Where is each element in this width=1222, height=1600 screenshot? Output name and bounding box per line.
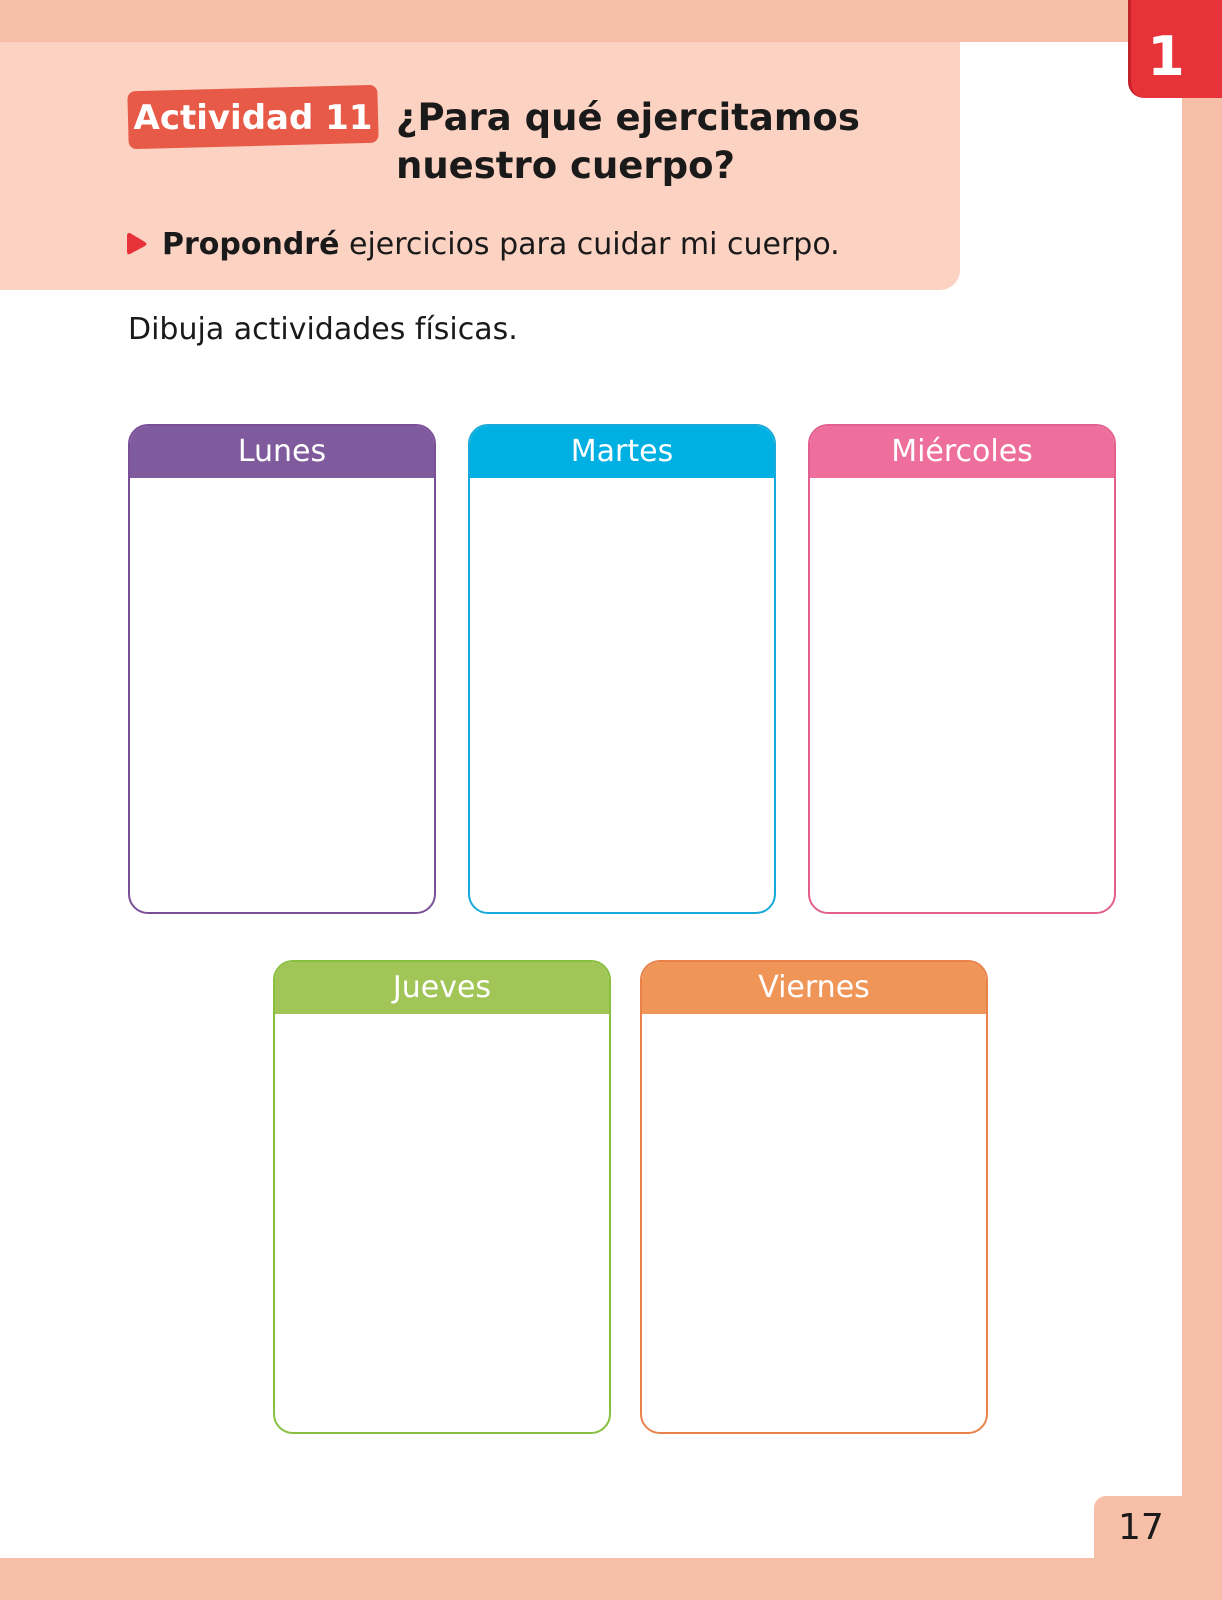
objective-row: [126, 222, 840, 266]
objective-bold: Propondré: [162, 226, 340, 262]
activity-label: Actividad 11: [133, 98, 373, 138]
drawing-area-viernes[interactable]: [642, 1014, 986, 1432]
day-box-miercoles: [808, 424, 1116, 914]
day-header-lunes: Lunes: [130, 426, 434, 478]
day-box-viernes: [640, 960, 988, 1434]
unit-number: 1: [1147, 25, 1185, 88]
day-box-martes: [468, 424, 776, 914]
drawing-area-miercoles[interactable]: [810, 478, 1114, 912]
arrow-bullet-icon: [126, 231, 148, 257]
objective-rest: ejercicios para cuidar mi cuerpo.: [339, 226, 840, 262]
drawing-area-jueves[interactable]: [275, 1014, 609, 1432]
instruction-text: Dibuja actividades físicas.: [128, 312, 518, 347]
page-title: ¿Para qué ejercitamos nuestro cuerpo?: [396, 96, 860, 187]
bottom-frame-band: [0, 1558, 1222, 1600]
objective-text: [162, 227, 840, 262]
drawing-area-martes[interactable]: [470, 478, 774, 912]
day-box-lunes: [128, 424, 436, 914]
day-header-viernes: Viernes: [642, 962, 986, 1014]
day-header-martes: Martes: [470, 426, 774, 478]
day-box-jueves: [273, 960, 611, 1434]
page-number: 17: [1118, 1507, 1164, 1548]
drawing-area-lunes[interactable]: [130, 478, 434, 912]
day-header-jueves: Jueves: [275, 962, 609, 1014]
unit-tab: [1128, 0, 1222, 98]
right-frame-band: [1182, 0, 1222, 1600]
day-header-miercoles: Miércoles: [810, 426, 1114, 478]
top-frame-band: [0, 0, 1222, 42]
